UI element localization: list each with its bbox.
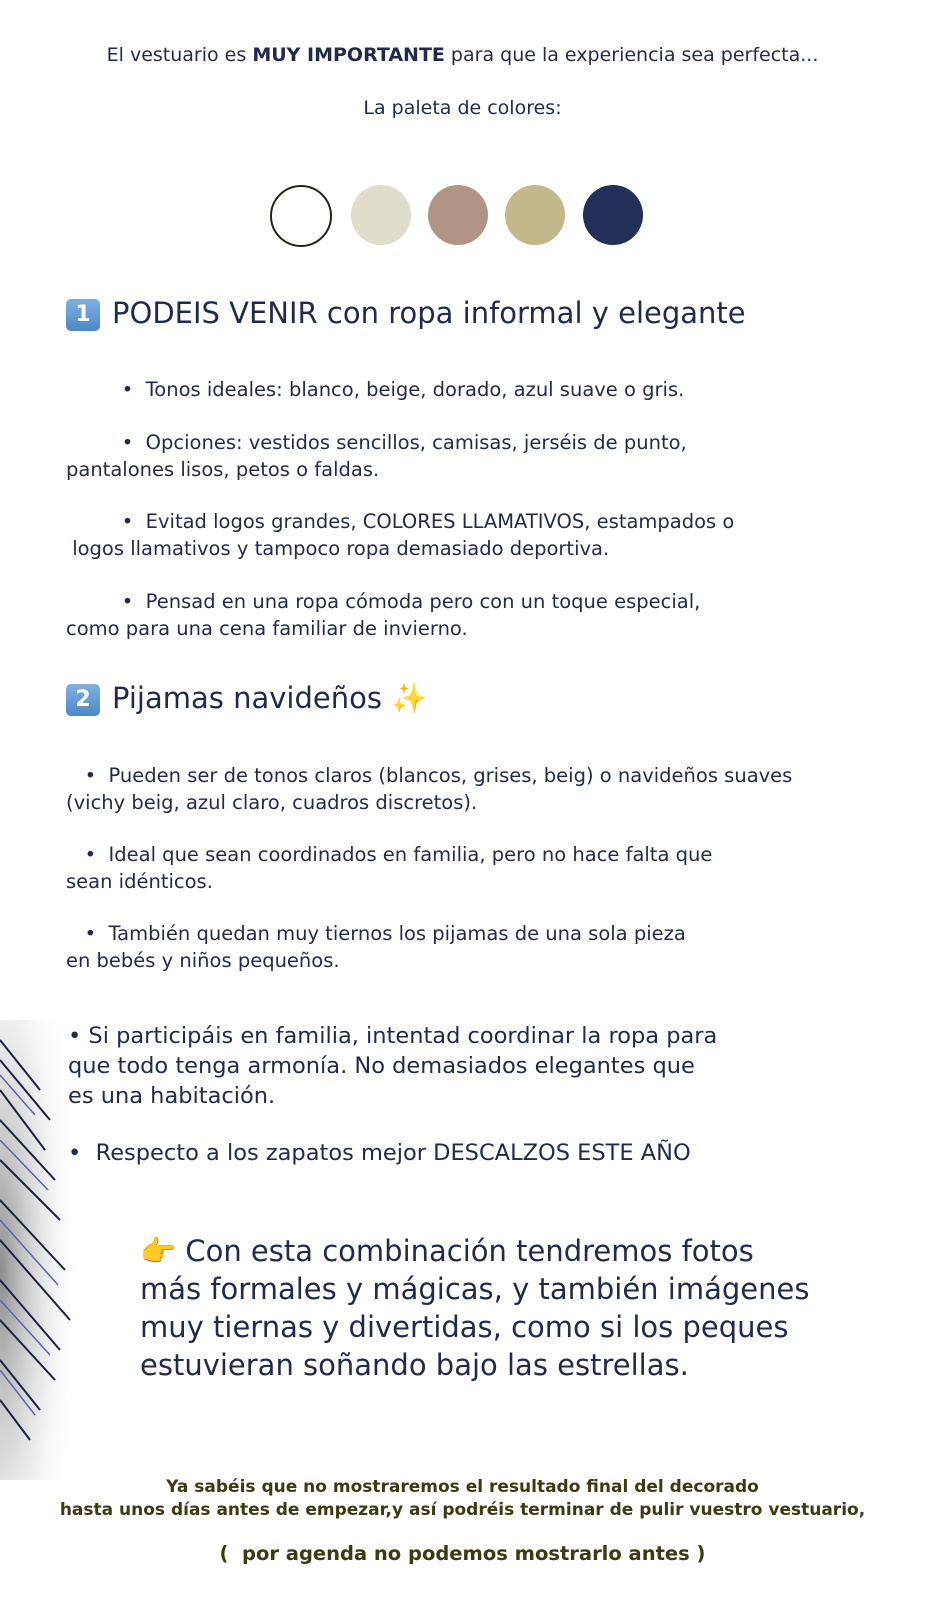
section-1-heading: 1 PODEIS VENIR con ropa informal y elegante bbox=[66, 296, 746, 331]
color-palette bbox=[0, 185, 925, 249]
section-1-bullet-1: • Tonos ideales: blanco, beige, dorado, azul suave o gris. bbox=[66, 378, 685, 401]
palette-label: La paleta de colores: bbox=[363, 97, 562, 119]
footer-line-1: Ya sabéis que no mostraremos el resultado final del decorado bbox=[166, 1477, 759, 1497]
family-coordination-note: • Si participáis en familia, intentad coordinar la ropa para que todo tenga armonía. No demasiados elegantes que es una habitación. bbox=[68, 1023, 718, 1109]
section-2-heading: 2 Pijamas navideños ✨ bbox=[66, 681, 427, 716]
section-2-bullet-3: • También quedan muy tiernos los pijamas de una sola pieza en bebés y niños pequeños. bbox=[66, 922, 686, 972]
callout-text: 👉 Con esta combinación tendremos fotos más formales y mágicas, y también imágenes muy tiernas y divertidas, como si los peques estuvieran soñando bajo las estrellas. bbox=[140, 1234, 810, 1382]
pointing-hand-icon: 👉 bbox=[140, 1234, 177, 1268]
section-2-bullet-2: • Ideal que sean coordinados en familia, pero no hace falta que sean idénticos. bbox=[66, 843, 713, 893]
footer-line-3: ( por agenda no podemos mostrarlo antes ) bbox=[219, 1542, 706, 1565]
sparkles-icon: ✨ bbox=[391, 681, 428, 715]
intro-emphasis: MUY IMPORTANTE bbox=[252, 44, 445, 66]
shoes-note: • Respecto a los zapatos mejor DESCALZOS ESTE AÑO bbox=[68, 1140, 691, 1166]
section-1-bullet-3: • Evitad logos grandes, COLORES LLAMATIVOS, estampados o logos llamativos y tampoco ropa demasiado deportiva. bbox=[66, 510, 735, 560]
palette-swatch-navy bbox=[583, 185, 643, 245]
section-2-bullet-1: • Pueden ser de tonos claros (blancos, grises, beig) o navideños suaves (vichy beig, azul claro, cuadros discretos). bbox=[66, 764, 793, 814]
palette-swatch-taupe bbox=[428, 185, 488, 245]
palette-swatch-white bbox=[270, 185, 332, 247]
palette-swatch-beige bbox=[351, 185, 411, 245]
section-1-bullet-2: • Opciones: vestidos sencillos, camisas, jerséis de punto, pantalones lisos, petos o faldas. bbox=[66, 431, 687, 481]
keycap-two-icon: 2 bbox=[66, 684, 100, 716]
palette-swatch-gold bbox=[505, 185, 565, 245]
keycap-one-icon: 1 bbox=[66, 299, 100, 331]
footer-line-2: hasta unos días antes de empezar,y así podréis terminar de pulir vuestro vestuario, bbox=[59, 1500, 866, 1520]
intro-text: El vestuario es MUY IMPORTANTE para que la experiencia sea perfecta... bbox=[106, 44, 819, 66]
section-1-bullet-4: • Pensad en una ropa cómoda pero con un toque especial, como para una cena familiar de invierno. bbox=[66, 590, 701, 640]
